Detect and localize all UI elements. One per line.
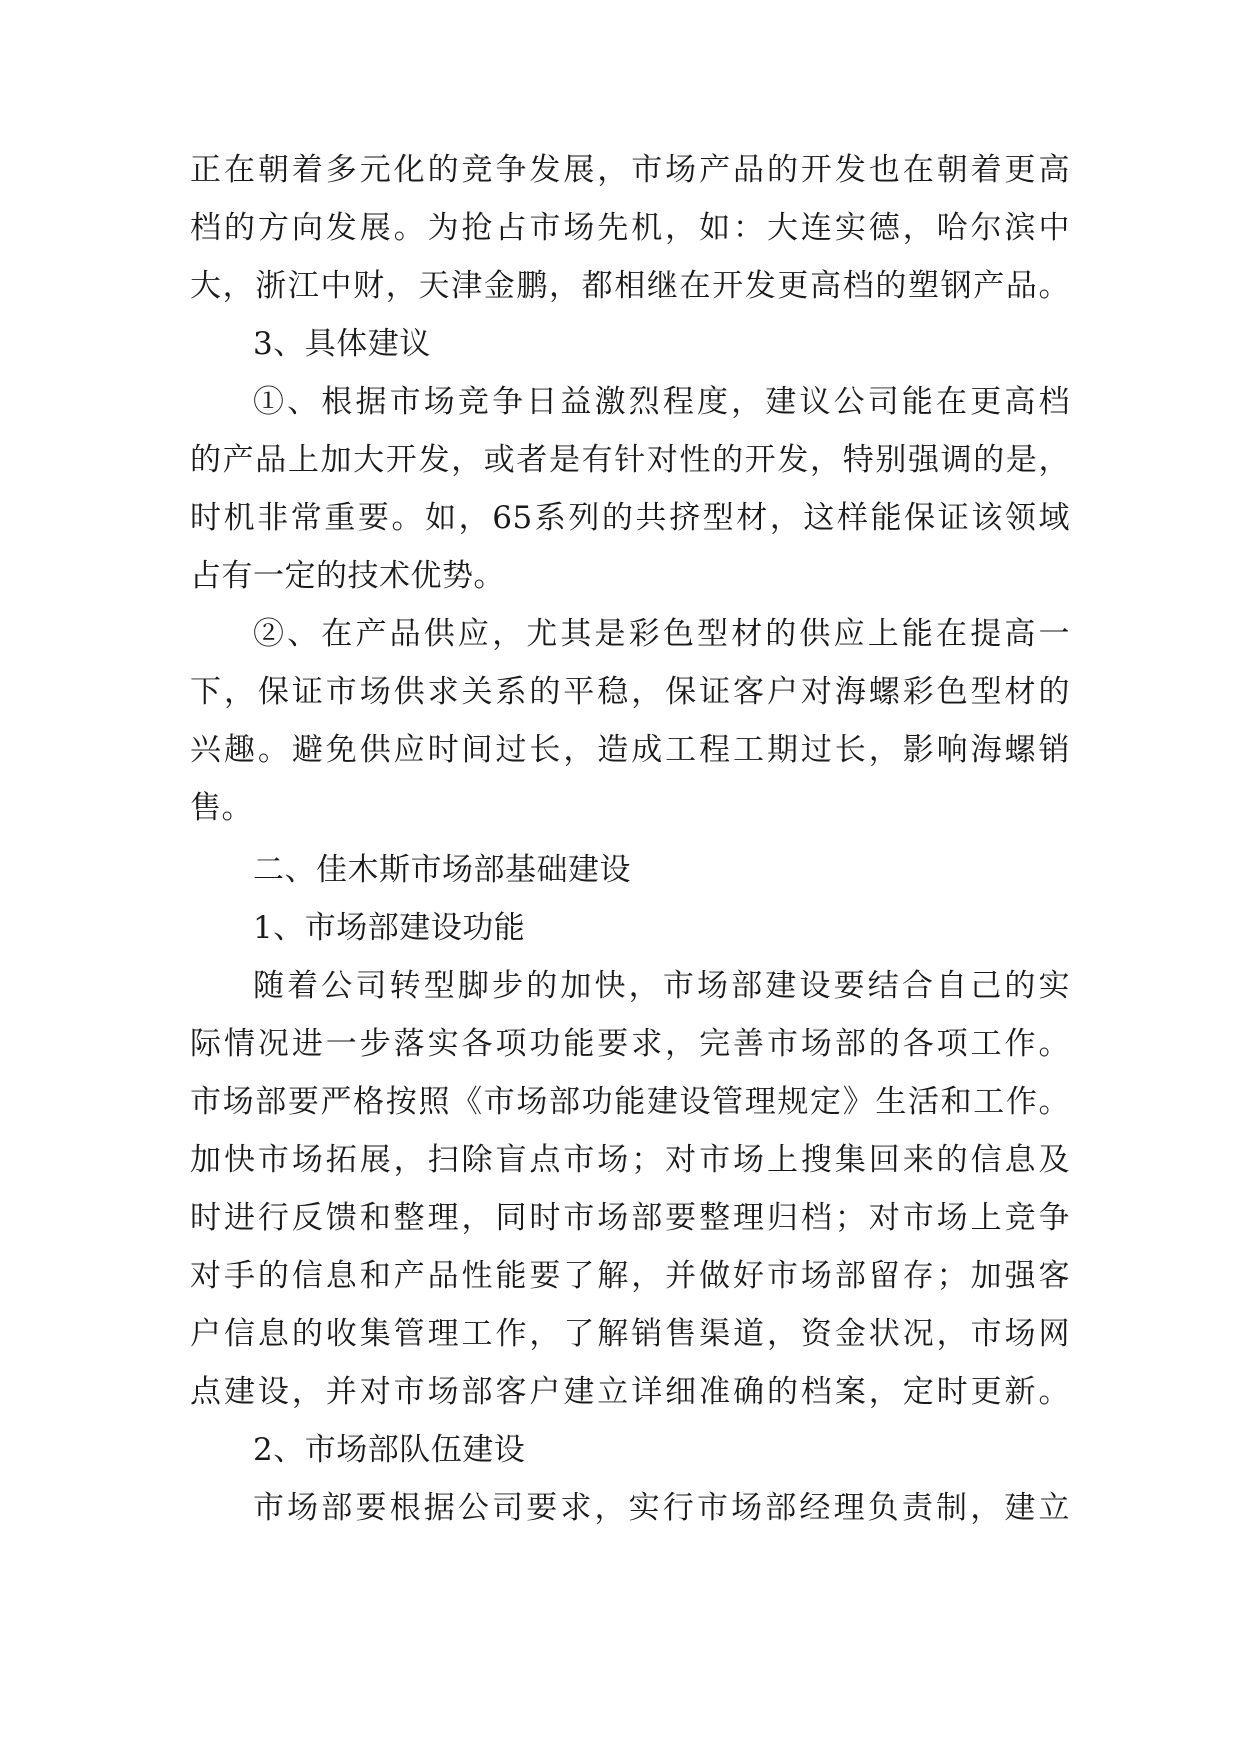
text-line: 时进行反馈和整理，同时市场部要整理归档；对市场上竞争 — [190, 1200, 1070, 1236]
text-line: 档的方向发展。为抢占市场先机，如：大连实德，哈尔滨中 — [190, 210, 1070, 246]
section-heading: 3、具体建议 — [253, 326, 431, 362]
text-line: ②、在产品供应，尤其是彩色型材的供应上能在提高一 — [253, 616, 1070, 652]
text-line: 对手的信息和产品性能要了解，并做好市场部留存；加强客 — [190, 1258, 1070, 1294]
text-line: 点建设，并对市场部客户建立详细准确的档案，定时更新。 — [190, 1374, 1070, 1410]
text-line: 时机非常重要。如，65系列的共挤型材，这样能保证该领域 — [190, 500, 1070, 536]
text-line: 的产品上加大开发，或者是有针对性的开发，特别强调的是， — [190, 442, 1070, 478]
text-line: 大，浙江中财，天津金鹏，都相继在开发更高档的塑钢产品。 — [190, 268, 1070, 304]
text-line: ①、根据市场竞争日益激烈程度，建议公司能在更高档 — [253, 384, 1070, 420]
text-line: 下，保证市场供求关系的平稳，保证客户对海螺彩色型材的 — [190, 674, 1070, 710]
text-line: 随着公司转型脚步的加快，市场部建设要结合自己的实 — [253, 968, 1070, 1004]
text-line: 兴趣。避免供应时间过长，造成工程工期过长，影响海螺销 — [190, 732, 1070, 768]
section-heading: 2、市场部队伍建设 — [253, 1432, 526, 1468]
text-line: 户信息的收集管理工作，了解销售渠道，资金状况，市场网 — [190, 1316, 1070, 1352]
section-heading: 1、市场部建设功能 — [253, 910, 526, 946]
text-line: 市场部要根据公司要求，实行市场部经理负责制，建立 — [253, 1490, 1070, 1526]
section-heading: 二、佳木斯市场部基础建设 — [253, 852, 631, 888]
text-line: 际情况进一步落实各项功能要求，完善市场部的各项工作。 — [190, 1026, 1070, 1062]
text-line: 占有一定的技术优势。 — [190, 558, 505, 594]
text-line: 正在朝着多元化的竞争发展，市场产品的开发也在朝着更高 — [190, 152, 1070, 188]
text-line: 售。 — [190, 790, 253, 826]
text-line: 市场部要严格按照《市场部功能建设管理规定》生活和工作。 — [190, 1084, 1070, 1120]
text-line: 加快市场拓展，扫除盲点市场；对市场上搜集回来的信息及 — [190, 1142, 1070, 1178]
